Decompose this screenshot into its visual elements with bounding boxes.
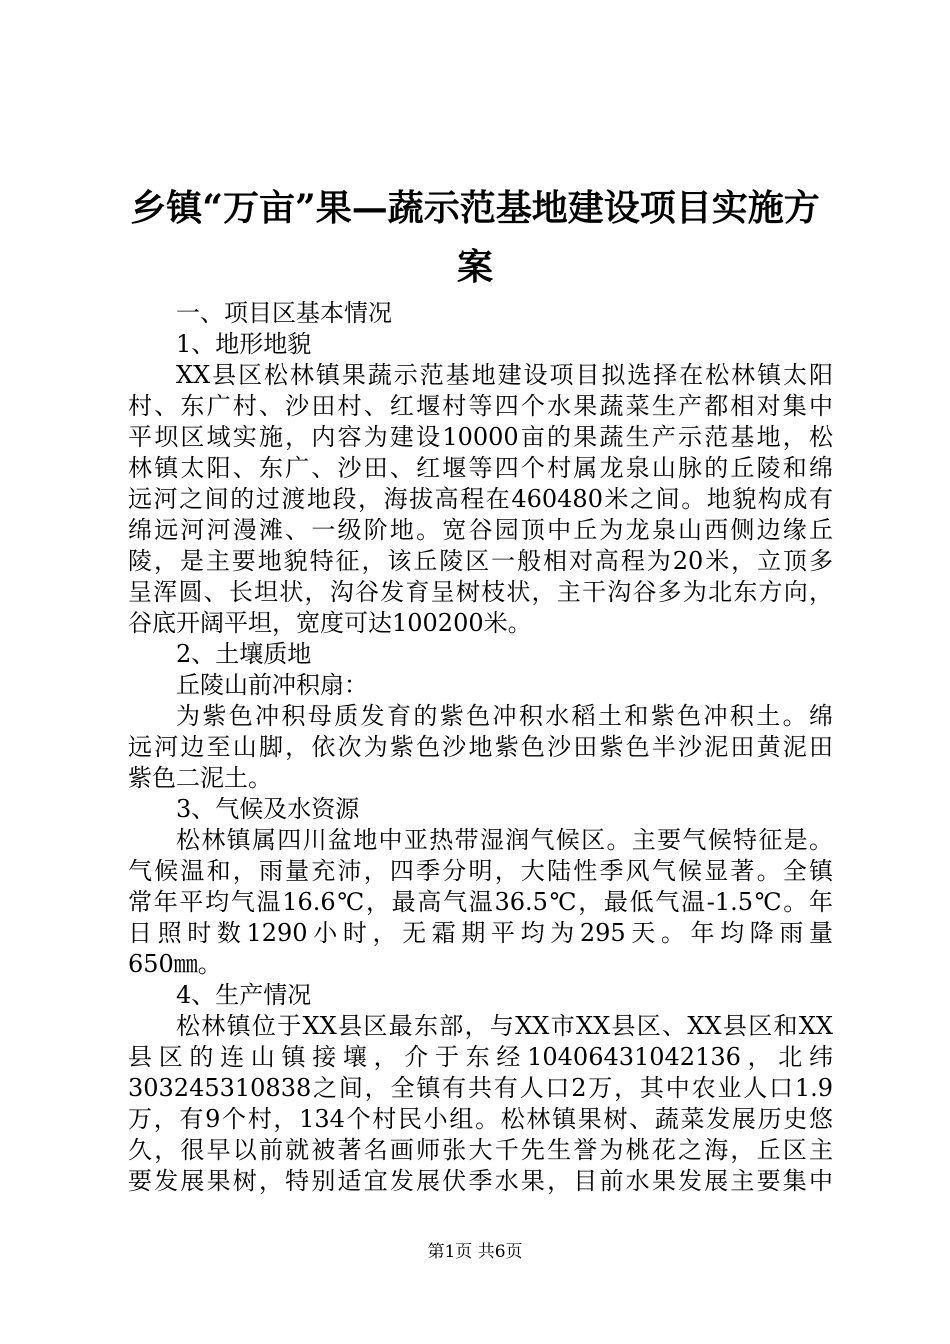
text-line: 2、土壤质地 [176,640,312,668]
text-line: 远河边至山脚，依次为紫色沙地紫色沙田紫色半沙泥田黄泥田 [128,733,833,761]
text-line: 呈浑圆、长坦状，沟谷发育呈树枝状，主干沟谷多为北东方向， [128,578,833,606]
text-line: 丘陵山前冲积扇： [176,671,368,699]
text-line: 村、东广村、沙田村、红堰村等四个水果蔬菜生产都相对集中 [128,392,833,420]
document-body [128,298,833,1197]
text-line: 久，很早以前就被著名画师张大千先生誉为桃花之海，丘区主 [128,1136,833,1164]
text-line: 远河之间的过渡地段，海拔高程在460480米之间。地貌构成有 [128,485,833,513]
text-line: 4、生产情况 [176,981,312,1009]
text-line: 650㎜。 [128,950,222,978]
text-line: 1、地形地貌 [176,330,312,358]
text-line: 常年平均气温16.6℃，最高气温36.5℃，最低气温-1.5℃。年 [128,888,833,916]
text-line: 陵，是主要地貌特征，该丘陵区一般相对高程为20米，立顶多 [128,547,833,575]
text-line: 303245310838之间，全镇有共有人口2万，其中农业人口1.9 [128,1074,833,1102]
text-line: 县区的连山镇接壤，介于东经10406431042136，北纬 [128,1043,833,1071]
text-line: 绵远河河漫滩、一级阶地。宽谷园顶中丘为龙泉山西侧边缘丘 [128,516,833,544]
page-footer: 第1页 共6页 [427,1242,523,1262]
text-line: 万，有9个村，134个村民小组。松林镇果树、蔬菜发展历史悠 [128,1105,833,1133]
text-line: 为紫色冲积母质发育的紫色冲积水稻土和紫色冲积土。绵 [176,702,833,730]
text-line: 松林镇属四川盆地中亚热带湿润气候区。主要气候特征是。 [176,826,833,854]
document-title-line-2: 案 [456,246,493,288]
text-line: 3、气候及水资源 [176,795,360,823]
text-line: 紫色二泥土。 [128,764,272,792]
text-line: 要发展果树，特别适宜发展伏季水果，目前水果发展主要集中 [128,1167,833,1195]
text-line: XX县区松林镇果蔬示范基地建设项目拟选择在松林镇太阳 [176,361,833,389]
text-line: 松林镇位于XX县区最东部，与XX市XX县区、XX县区和XX [176,1012,833,1040]
text-line: 林镇太阳、东广、沙田、红堰等四个村属龙泉山脉的丘陵和绵 [128,454,833,482]
text-line: 一、项目区基本情况 [176,299,392,327]
text-line: 日照时数1290小时，无霜期平均为295天。年均降雨量 [128,919,833,947]
text-line: 气候温和，雨量充沛，四季分明，大陆性季风气候显著。全镇 [128,857,833,885]
text-line: 谷底开阔平坦，宽度可达100200米。 [128,609,532,637]
text-line: 平坝区域实施，内容为建设10000亩的果蔬生产示范基地，松 [128,423,833,451]
document-title-line-1: 乡镇“万亩”果—蔬示范基地建设项目实施方 [130,187,820,229]
